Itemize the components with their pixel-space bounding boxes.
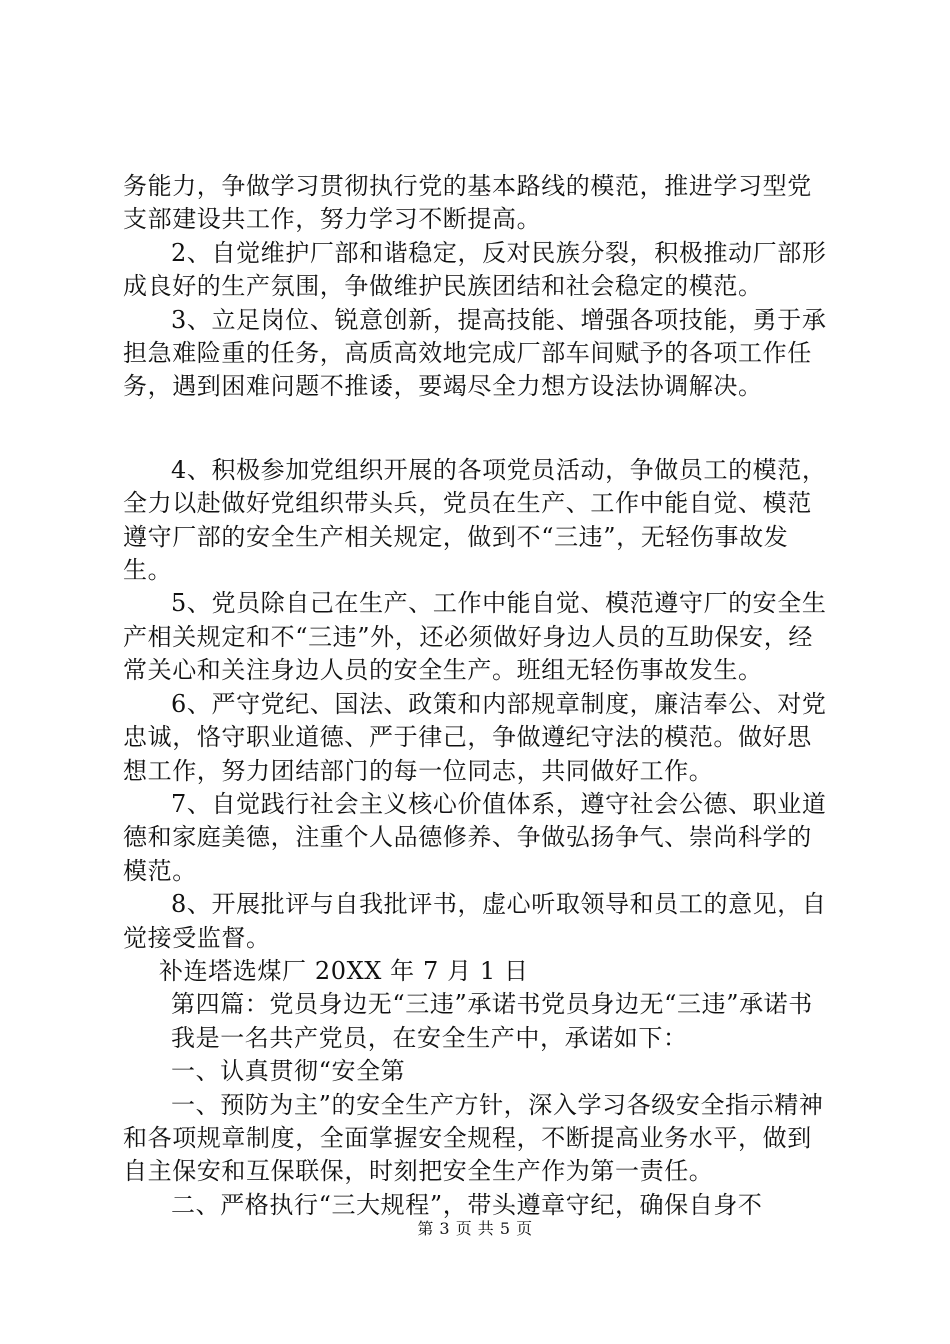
paragraph: 一、预防为主”的安全生产方针，深入学习各级安全指示精神和各项规章制度，全面掌握安全规程，不断提高业务水平，做到自主保安和互保联保，时刻把安全生产作为第一责任。	[123, 1090, 824, 1186]
paragraph: 第四篇：党员身边无“三违”承诺书党员身边无“三违”承诺书	[171, 990, 813, 1019]
document-body	[123, 170, 833, 1222]
paragraph: 一、认真贯彻“安全第	[171, 1057, 406, 1086]
paragraph: 补连塔选煤厂 20XX 年 7 月 1 日	[159, 956, 529, 985]
paragraph: 8、开展批评与自我批评书，虚心听取领导和员工的意见，自觉接受监督。	[123, 890, 827, 952]
paragraph: 我是一名共产党员，在安全生产中，承诺如下：	[171, 1023, 688, 1052]
paragraph: 7、自觉践行社会主义核心价值体系，遵守社会公德、职业道德和家庭美德，注重个人品德修养、争做弘扬争气、崇尚科学的模范。	[123, 789, 827, 885]
paragraph: 3、立足岗位、锐意创新，提高技能、增强各项技能，勇于承担急难险重的任务，高质高效地完成厂部车间赋予的各项工作任务，遇到困难问题不推诿，要竭尽全力想方设法协调解决。	[123, 305, 827, 401]
paragraph-group-2	[123, 454, 833, 1222]
paragraph: 6、严守党纪、国法、政策和内部规章制度，廉洁奉公、对党忠诚，恪守职业道德、严于律己，争做遵纪守法的模范。做好思想工作，努力团结部门的每一位同志，共同做好工作。	[123, 689, 827, 785]
paragraph-gap	[123, 404, 833, 454]
paragraph: 4、积极参加党组织开展的各项党员活动，争做员工的模范，全力以赴做好党组织带头兵，党员在生产、工作中能自觉、模范遵守厂部的安全生产相关规定，做到不“三违”，无轻伤事故发生。	[123, 455, 827, 585]
paragraph-group-1	[123, 170, 833, 404]
paragraph: 5、党员除自己在生产、工作中能自觉、模范遵守厂的安全生产相关规定和不“三违”外，还必须做好身边人员的互助保安，经常关心和关注身边人员的安全生产。班组无轻伤事故发生。	[123, 589, 827, 685]
paragraph: 2、自觉维护厂部和谐稳定，反对民族分裂，积极推动厂部形成良好的生产氛围，争做维护民族团结和社会稳定的模范。	[123, 238, 827, 301]
paragraph: 二、严格执行“三大规程”，带头遵章守纪，确保自身不	[171, 1190, 763, 1219]
page-footer: 第 3 页 共 5 页	[417, 1219, 533, 1238]
paragraph: 务能力，争做学习贯彻执行党的基本路线的模范，推进学习型党支部建设共工作，努力学习不断提高。	[123, 172, 812, 234]
